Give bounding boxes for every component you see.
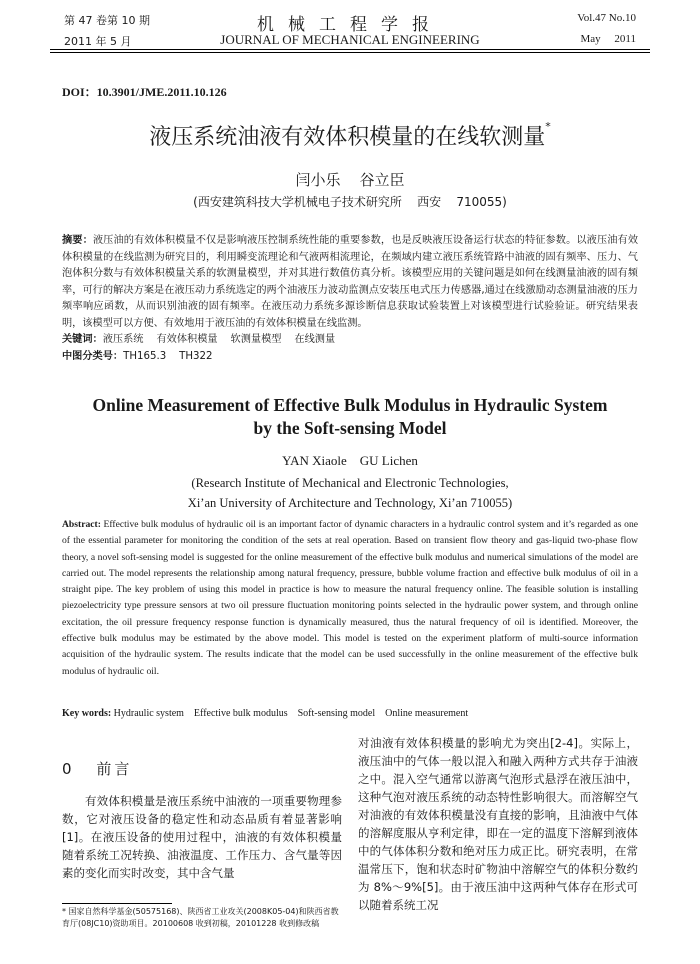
footnote: * 国家自然科学基金(50575168)、陕西省工业攻关(2008K05-04)和陕西省教育厅(08JC10)资助项目。20100608 收到初稿，20101228 收到修改稿	[62, 907, 339, 928]
journal-title-en: JOURNAL OF MECHANICAL ENGINEERING	[220, 32, 480, 47]
footnote-rule	[62, 903, 172, 904]
affiliation-en-line2: Xi’an University of Architecture and Technology, Xi’an 710055)	[187, 496, 513, 510]
body-left-column: 有效体积模量是液压系统中油液的一项重要物理参数，它对液压设备的稳定性和动态品质有着显著影响[1]。在液压设备的使用过程中，油液的有效体积模量随着系统工况转换、油液温度、工作压力、含气量等因素的变化而实时改变，其中含气量	[62, 794, 342, 880]
abstract-cn	[62, 233, 638, 365]
affiliation-cn: (西安建筑科技大学机械电子技术研究所 西安 710055)	[193, 195, 507, 209]
title-en-line1: Online Measurement of Effective Bulk Modulus in Hydraulic System	[92, 395, 608, 415]
title-en-line2: by the Soft-sensing Model	[253, 418, 447, 438]
paper-title-en	[0, 394, 700, 440]
section-number: 0	[62, 760, 75, 778]
volume-issue-cn: 第 47 卷第 10 期	[64, 14, 150, 27]
authors-cn: 闫小乐 谷立臣	[295, 171, 405, 189]
date-cn: 2011 年 5 月	[64, 35, 132, 48]
keywords-cn-label: 关键词：	[62, 334, 103, 345]
keywords-cn: 液压系统 有效体积模量 软测量模型 在线测量	[102, 334, 336, 345]
abstract-en-text: Effective bulk modulus of hydraulic oil is an important factor of dynamic characters in a hydraulic control system and it’s regarded as one of the essential parameter for monitoring the condition of the sets at real operation. Based on transient flow theory and gas-liquid two-phase flow theory, a novel soft-sensing model is suggested for the online measurement of the effective bulk modulus and numerical simulations of the model are carried out. The model represents the relationship among natural frequency, pressure, bubble volume fraction and effective bulk modulus of oil in a straight pipe. The key problem of using this model in practice is how to measure the natural frequency online. The feasible solution is installing piezoelectricity type pressure sensors at two oil pressure fluctuation monitoring points selected in the hydraulic power system, and through online excitation, the oil pressure frequency response function is dynamically measured, thus the natural frequency of oil is identified. Moreover, the effective bulk modulus may be estimated by the above model. This model is tested on the experiment platform of multi-source information acquisition of the hydraulic system. The results indicate that the model can be used successfully in the online measurement of the effective bulk modulus of hydraulic oil.	[62, 519, 638, 677]
volume-issue-en: Vol.47 No.10	[577, 12, 636, 24]
clc-label: 中图分类号：	[62, 350, 124, 362]
header-rule-thin	[50, 52, 650, 53]
date-en: May 2011	[580, 33, 636, 45]
clc-number: TH165.3 TH322	[123, 350, 213, 362]
affiliation-en	[0, 473, 700, 513]
keywords-en-row	[62, 708, 468, 719]
paper-title-cn	[0, 120, 700, 151]
body-right-column: 对油液有效体积模量的影响尤为突出[2-4]。实际上，液压油中的气体一般以混入和融入两种方式共存于油液之中。混入空气通常以游离气泡形式悬浮在液压油中，这种气泡对液压系统的动态特性影响很大。而溶解空气对油液的有效体积模量没有直接的影响，且油液中气体的溶解度服从亨利定律，即在一定的温度下溶解到液体中的气体体积分数和绝对压力成正比。研究表明，在常温常压下，饱和状态时矿物油中溶解空气的体积分数约为 8%～9%[5]。由于液压油中这两种气体存在形式可以随着系统工况	[358, 736, 638, 912]
authors-en: YAN Xiaole GU Lichen	[282, 453, 418, 468]
abstract-en	[62, 517, 638, 680]
doi: DOI：10.3901/JME.2011.10.126	[62, 85, 227, 99]
keywords-en-label: Key words:	[62, 708, 112, 719]
abstract-cn-text: 液压油的有效体积模量不仅是影响液压控制系统性能的重要参数，也是反映液压设备运行状态的特征参数。以液压油有效体积模量的在线监测为研究目的，利用瞬变流理论和气液两相流理论，在频域内建立液压系统管路中油液的固有频率、压力、气泡体积分数与有效体积模量关系的软测量模型，并对其进行数值仿真分析。该模型应用的关键问题是如何在线测量油液的固有频率，可行的解决方案是在液压动力系统选定的两个油液压力波动监测点安装压电式压力传感器,通过在线激励动态测量油液的压力频率响应函数，从而识别油液的固有频率。在液压动力系统多源诊断信息获取试验装置上对该模型进行试验验证。研究结果表明，该模型可以方便、有效地用于液压油的有效体积模量在线监测。	[62, 235, 639, 329]
abstract-en-label: Abstract:	[62, 519, 101, 530]
header-rule	[50, 49, 650, 50]
section-title: 前言	[96, 760, 133, 778]
title-footnote-mark: *	[545, 120, 551, 133]
keywords-en: Hydraulic system Effective bulk modulus Soft-sensing model Online measurement	[113, 708, 469, 719]
journal-title-cn: 机械工程学报	[257, 15, 443, 35]
section-heading	[62, 758, 132, 779]
affiliation-en-line1: (Research Institute of Mechanical and Electronic Technologies,	[191, 476, 509, 490]
title-cn-text: 液压系统油液有效体积模量的在线软测量	[149, 125, 546, 150]
abstract-cn-label: 摘要：	[62, 235, 93, 246]
